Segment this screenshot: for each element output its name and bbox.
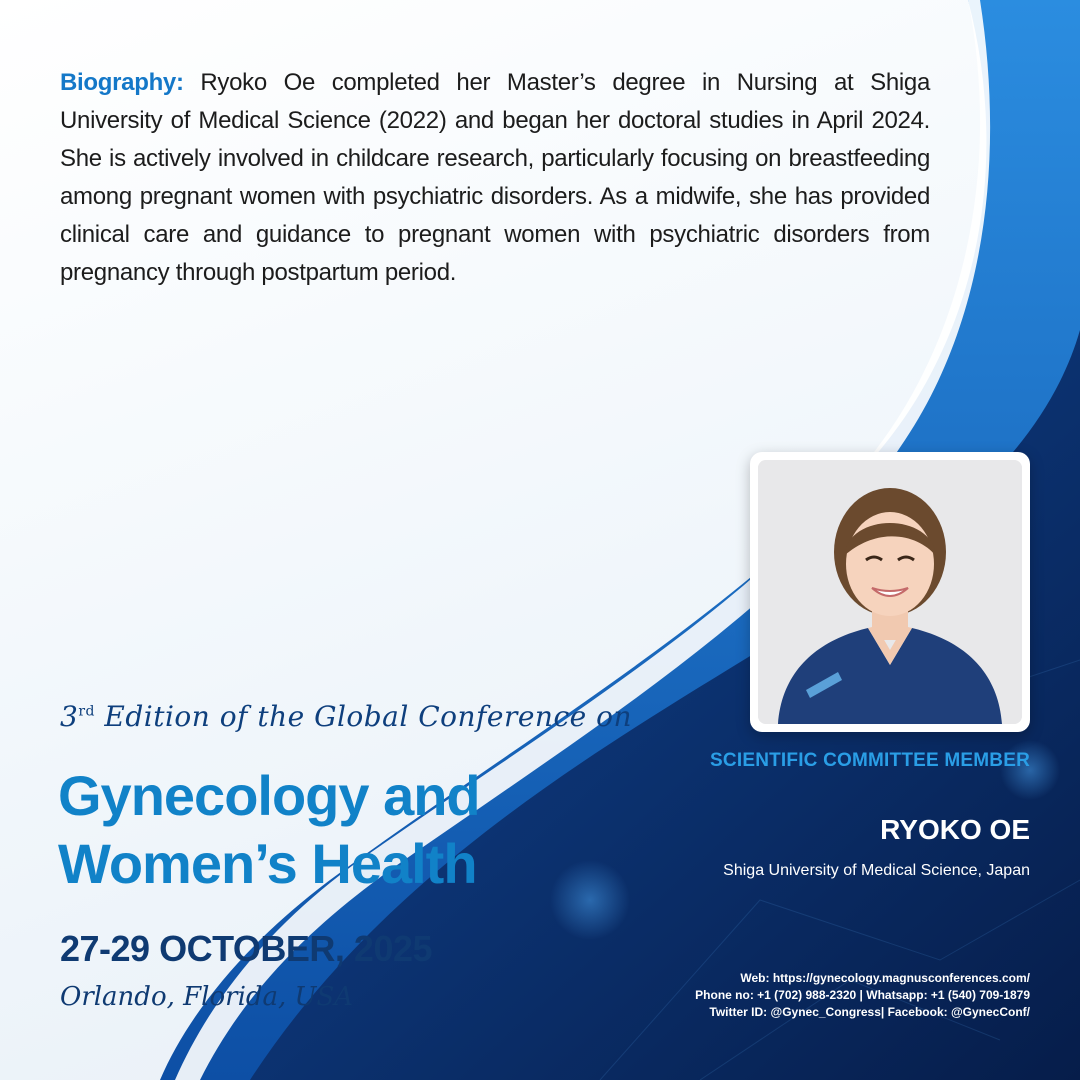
contact-social: Twitter ID: @Gynec_Congress| Facebook: @GynecConf/: [709, 1005, 1030, 1019]
speaker-role: SCIENTIFIC COMMITTEE MEMBER: [710, 750, 1030, 771]
conference-location: Orlando, Florida, USA: [60, 982, 354, 1012]
biography-text: Ryoko Oe completed her Master’s degree in Nursing at Shiga University of Medical Science (2022) and began her doctoral studies in April 2024. She is actively involved in childcare research, particularly focusing on breastfeeding among pregnant women with psychiatric disorders. As a midwife, she has provided clinical care and guidance to pregnant women with psychiatric disorders from pregnancy through postpartum period.: [60, 69, 930, 286]
speaker-affiliation: Shiga University of Medical Science, Japan: [723, 862, 1030, 879]
biography-label: Biography:: [60, 69, 184, 96]
contact-web[interactable]: Web: https://gynecology.magnusconferences.com/: [740, 971, 1030, 985]
conference-dates: 27-29 OCTOBER, 2025: [60, 928, 433, 969]
edition-suffix: rd: [78, 703, 95, 720]
speaker-photo-frame: [750, 452, 1030, 732]
edition-text: Edition of the Global Conference on: [94, 700, 633, 733]
biography: [60, 64, 930, 292]
speaker-photo: [758, 460, 1022, 724]
contact-info: [695, 970, 1030, 1021]
conference-title: Gynecology and Women’s Health: [58, 764, 480, 895]
speaker-name: RYOKO OE: [880, 814, 1030, 845]
conference-edition: [60, 700, 632, 733]
edition-number: 3: [60, 700, 79, 733]
contact-phone: Phone no: +1 (702) 988-2320 | Whatsapp: +1 (540) 709-1879: [695, 988, 1030, 1002]
speaker-portrait-icon: [758, 460, 1022, 724]
